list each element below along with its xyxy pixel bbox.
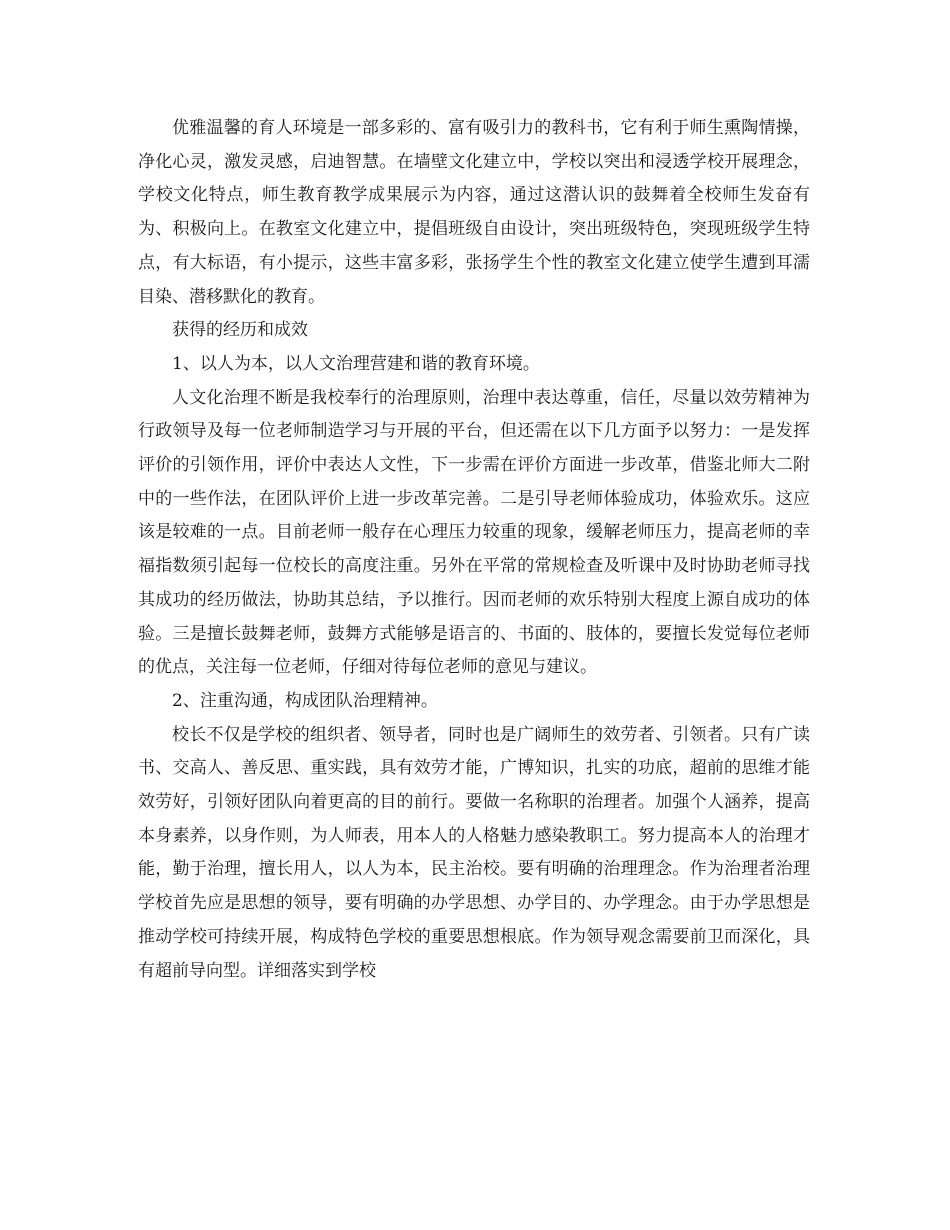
section-heading: 获得的经历和成效: [172, 320, 308, 341]
paragraph-humanistic-management: 人文化治理不断是我校奉行的治理原则，治理中表达尊重，信任，尽量以效劳精神为行政领导及每一位老师制造学习与开展的平台，但还需在以下几方面予以努力：一是发挥评价的引领作用，评价中表达人文性，下一步需在评价方面进一步改革，借鉴北师大二附中的一些作法，在团队评价上进一步改革完善。二是引导老师体验成功，体验欢乐。这应该是较难的一点。目前老师一般存在心理压力较重的现象，缓解老师压力，提高老师的幸福指数须引起每一位校长的高度注重。另外在平常的常规检查及听课中及时协助老师寻找其成功的经历做法，协助其总结，予以推行。因而老师的欢乐特别大程度上源自成功的体验。三是擅长鼓舞老师，鼓舞方式能够是语言的、书面的、肢体的，要擅长发觉每位老师的优点，关注每一位老师，仔细对待每位老师的意见与建议。: [138, 387, 810, 678]
subheading-1: 1、以人为本，以人文治理营建和谐的教育环境。: [172, 353, 540, 374]
paragraph-environment: 优雅温馨的育人环境是一部多彩的、富有吸引力的教科书，它有利于师生熏陶情操，净化心灵，激发灵感，启迪智慧。在墙壁文化建立中，学校以突出和浸透学校开展理念，学校文化特点，师生教育教学成果展示为内容，通过这潜认识的鼓舞着全校师生发奋有为、积极向上。在教室文化建立中，提倡班级自由设计，突出班级特色，突现班级学生特点，有大标语，有小提示，这些丰富多彩，张扬学生个性的教室文化建立使学生遭到耳濡目染、潜移默化的教育。: [138, 118, 810, 307]
document-body: [138, 112, 810, 988]
subheading-2: 2、注重沟通，构成团队治理精神。: [172, 690, 438, 711]
paragraph-principal-role: 校长不仅是学校的组织者、领导者，同时也是广阔师生的效劳者、引领者。只有广读书、交高人、善反思、重实践，具有效劳才能，广博知识，扎实的功底，超前的思维才能效劳好，引领好团队向着更高的目的前行。要做一名称职的治理者。加强个人涵养，提高本身素养，以身作则，为人师表，用本人的人格魅力感染教职工。努力提高本人的治理才能，勤于治理，擅长用人，以人为本，民主治校。要有明确的治理理念。作为治理者治理学校首先应是思想的领导，要有明确的办学思想、办学目的、办学理念。由于办学思想是推动学校可持续开展，构成特色学校的重要思想根底。作为领导观念需要前卫而深化，具有超前导向型。详细落实到学校: [138, 724, 810, 981]
